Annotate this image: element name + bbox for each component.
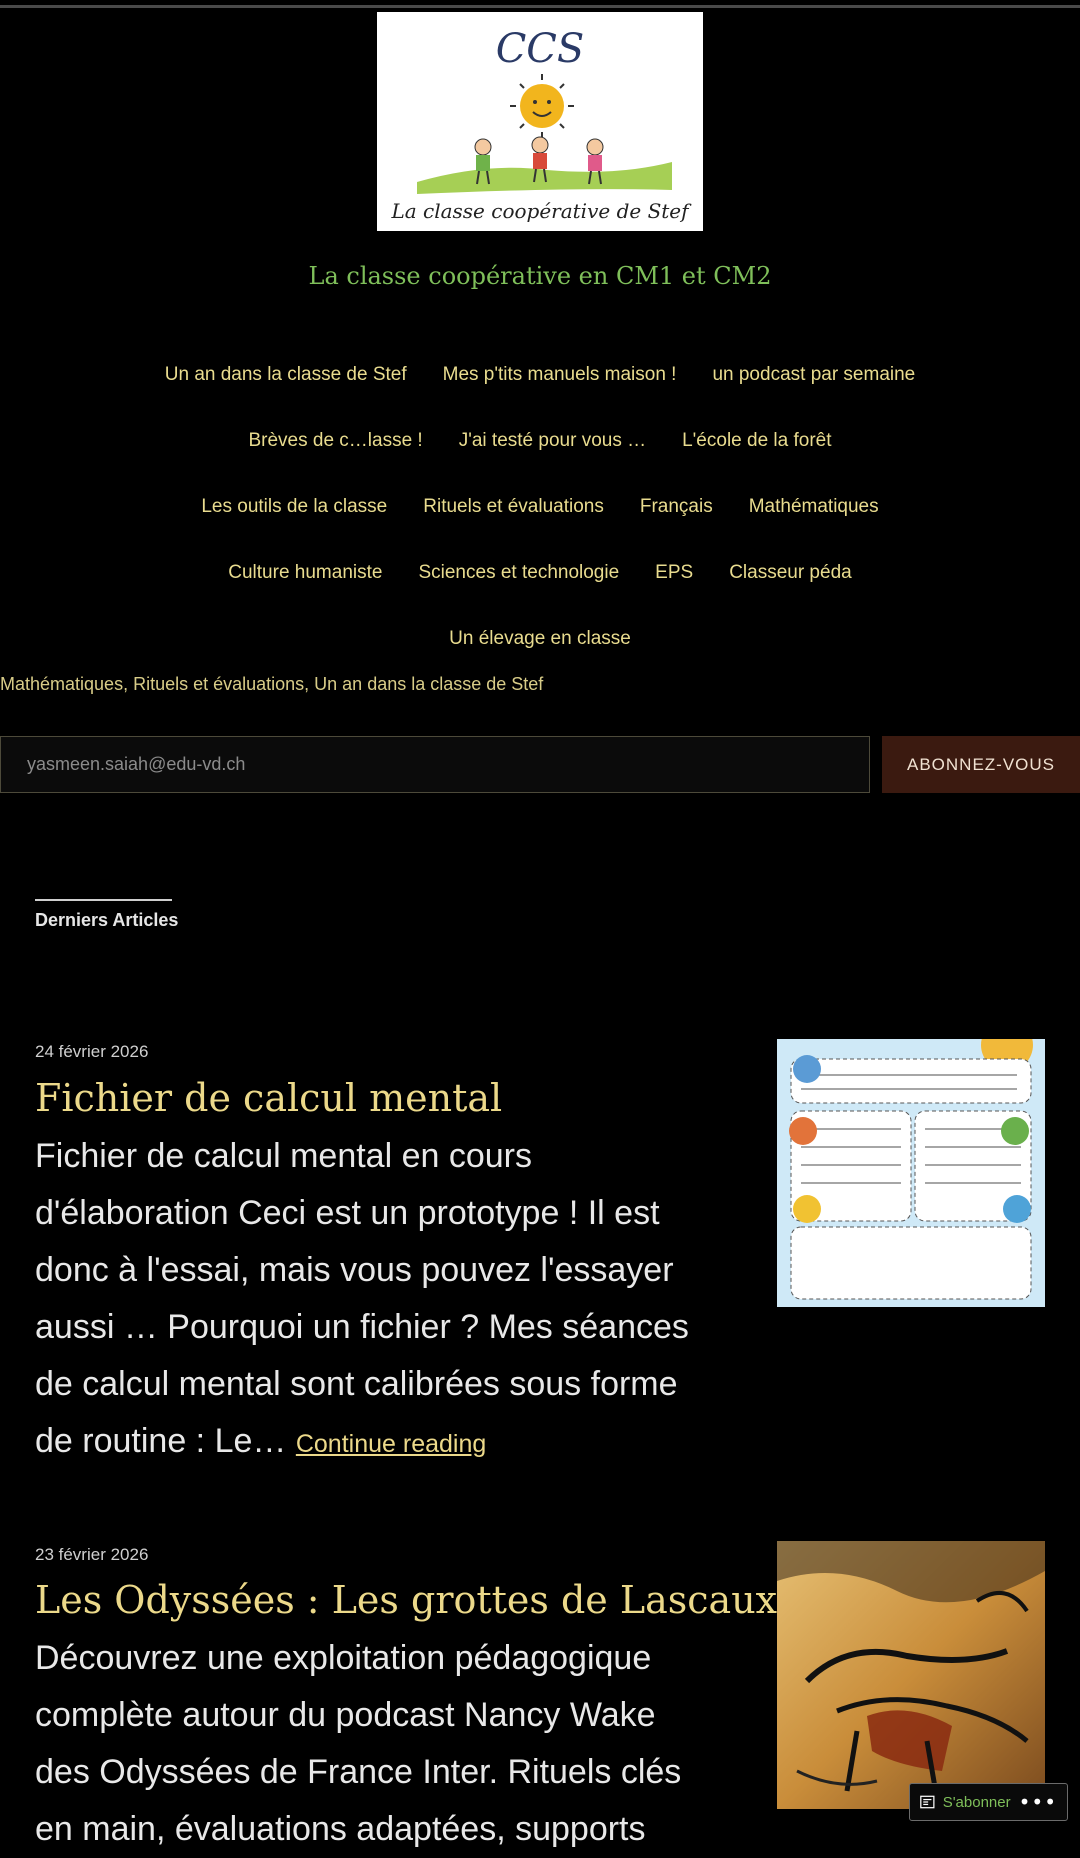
nav-item-eps[interactable]: EPS [655, 562, 694, 583]
logo-image [377, 12, 703, 231]
nav-row [90, 430, 990, 496]
post-date[interactable]: 23 février 2026 [35, 1545, 149, 1564]
nav-row [90, 562, 990, 628]
site-logo[interactable] [377, 12, 703, 231]
post-title[interactable]: Les Odyssées : Les grottes de Lascaux [35, 1578, 778, 1622]
nav-item-un-an-classe[interactable]: Un an dans la classe de Stef [164, 364, 407, 385]
floating-subscribe-label[interactable]: S'abonner [942, 1793, 1011, 1811]
nav-item-culture-humaniste[interactable]: Culture humaniste [228, 562, 383, 583]
floating-subscribe-bar[interactable] [909, 1783, 1068, 1821]
site-tagline[interactable]: La classe coopérative en CM1 et CM2 [308, 262, 772, 290]
nav-item-outils-classe[interactable]: Les outils de la classe [201, 496, 388, 517]
section-heading: Derniers Articles [35, 910, 179, 930]
post-excerpt-text: Fichier de calcul mental en cours d'élaboration Ceci est un prototype ! Il est donc à l'essai, mais vous pouvez l'essayer aussi … Pourquoi un fichier ? Mes séances de calcul mental sont calibrées sous forme de routine : Le… [35, 1137, 689, 1460]
nav-item-ecole-foret[interactable]: L'école de la forêt [682, 430, 832, 451]
nav-item-elevage[interactable]: Un élevage en classe [449, 628, 631, 649]
email-field[interactable]: yasmeen.saiah@edu-vd.ch [0, 736, 870, 793]
nav-item-classeur-peda[interactable]: Classeur péda [729, 562, 852, 583]
sun-icon [510, 74, 574, 138]
nav-item-mathematiques[interactable]: Mathématiques [748, 496, 879, 517]
nav-row [90, 364, 990, 430]
post-thumbnail[interactable] [777, 1541, 1045, 1809]
post-thumbnail[interactable] [777, 1039, 1045, 1307]
logo-title: CCS [495, 26, 585, 72]
nav-item-rituels[interactable]: Rituels et évaluations [423, 496, 604, 517]
nav-item-francais[interactable]: Français [639, 496, 713, 517]
nav-item-sciences[interactable]: Sciences et technologie [418, 562, 620, 583]
section-divider [35, 899, 172, 901]
main-navigation [90, 364, 990, 694]
worksheet-image [777, 1039, 1045, 1307]
reader-icon [920, 1793, 935, 1811]
nav-item-breves[interactable]: Brèves de c…lasse ! [248, 430, 423, 451]
nav-item-manuels-maison[interactable]: Mes p'tits manuels maison ! [442, 364, 677, 385]
post-excerpt [35, 1630, 715, 1858]
nav-item-teste-pour-vous[interactable]: J'ai testé pour vous … [458, 430, 647, 451]
post-excerpt [35, 1128, 715, 1473]
continue-reading-link[interactable]: Continue reading [295, 1430, 487, 1458]
top-border [0, 5, 1080, 8]
cave-painting-image [777, 1541, 1045, 1809]
subscribe-button[interactable]: ABONNEZ-VOUS [882, 736, 1080, 793]
logo-subtitle: La classe coopérative de Stef [391, 199, 689, 223]
post-title[interactable]: Fichier de calcul mental [35, 1076, 503, 1120]
post-excerpt-text: Découvrez une exploitation pédagogique complète autour du podcast Nancy Wake des Odyssées de France Inter. Rituels clés en main, évaluations adaptées, supports [35, 1639, 682, 1848]
nav-item-podcast[interactable]: un podcast par semaine [712, 364, 916, 385]
nav-row [90, 496, 990, 562]
post-date[interactable]: 24 février 2026 [35, 1042, 149, 1061]
category-links[interactable]: Mathématiques, Rituels et évaluations, Un an dans la classe de Stef [0, 674, 544, 694]
more-options-icon[interactable]: ••• [1018, 1790, 1057, 1814]
